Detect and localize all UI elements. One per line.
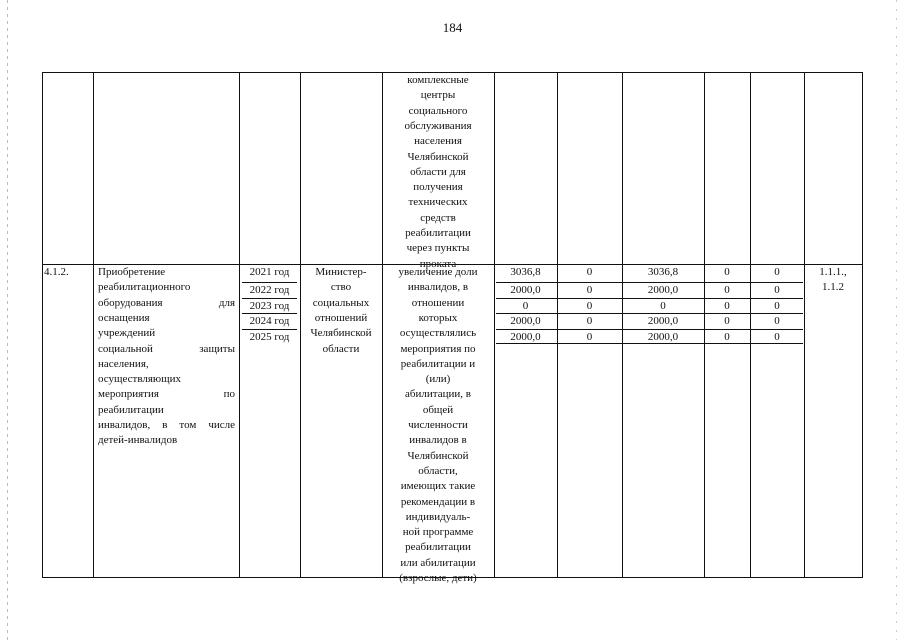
executor-line: ство: [330, 281, 352, 294]
continuation-indicator-line: области для: [410, 165, 466, 178]
executor-line: отношений: [314, 311, 368, 324]
finance-value: 0: [586, 284, 593, 296]
scan-edge-right: [896, 0, 897, 640]
finance-value: 0: [724, 300, 730, 312]
finance-value: 2000,0: [510, 284, 541, 296]
year-label: 2023 год: [249, 300, 290, 312]
continuation-indicator-line: обслуживания: [404, 119, 472, 132]
continuation-indicator-line: Челябинской: [407, 150, 469, 163]
item-name-line: реабилитации: [98, 403, 164, 416]
column-border: [382, 72, 383, 578]
item-name-line: населения,: [98, 357, 149, 370]
finance-value: 2000,0: [647, 284, 679, 296]
indicator-line: инвалидов, в: [407, 281, 469, 294]
indicator-line: которых: [418, 311, 458, 324]
column-border: [750, 72, 751, 578]
item-name-line: осуществляющих: [98, 373, 181, 386]
continuation-indicator-line: средств: [420, 211, 456, 224]
continuation-indicator-line: проката: [419, 257, 457, 270]
year-label: 2021 год: [249, 266, 290, 278]
executor-line: социальных: [312, 296, 370, 309]
column-border: [93, 72, 94, 578]
indicator-line: ной программе: [402, 526, 474, 539]
item-number: 4.1.2.: [44, 266, 69, 278]
item-name-line: социальной защиты: [98, 342, 235, 355]
indicator-line: инвалидов в: [409, 434, 467, 447]
column-border: [862, 72, 863, 578]
finance-value: 2000,0: [647, 331, 679, 343]
indicator-line: реабилитации и: [400, 357, 476, 370]
column-border: [804, 72, 805, 578]
link-reference: 1.1.1.,: [819, 266, 847, 278]
finance-value: 2000,0: [647, 315, 679, 327]
executor-line: Министер-: [315, 266, 367, 278]
finance-value: 0: [774, 266, 780, 278]
finance-value: 3036,8: [647, 266, 679, 278]
finance-row-separator: [496, 282, 803, 283]
indicator-line: общей: [422, 403, 454, 416]
executor-line: области: [322, 342, 360, 355]
year-separator: [242, 282, 297, 283]
continuation-indicator-line: центры: [420, 89, 456, 102]
column-border: [557, 72, 558, 578]
finance-value: 0: [774, 284, 780, 296]
indicator-line: мероприятия по: [400, 342, 476, 355]
scan-edge-left: [7, 0, 8, 640]
item-name-line: реабилитационного: [98, 281, 191, 294]
continuation-indicator-line: реабилитации: [405, 227, 471, 239]
finance-row-separator: [496, 298, 803, 299]
page-number: 184: [442, 20, 463, 35]
column-border: [622, 72, 623, 578]
continuation-indicator-line: социального: [408, 104, 468, 117]
finance-value: 0: [586, 266, 593, 278]
finance-value: 0: [724, 331, 730, 343]
column-border: [494, 72, 495, 578]
year-label: 2022 год: [249, 284, 290, 296]
item-name-line: детей-инвалидов: [98, 434, 178, 447]
year-label: 2025 год: [249, 331, 290, 343]
finance-value: 0: [724, 266, 730, 278]
column-border: [42, 72, 43, 578]
continuation-indicator-line: комплексные: [407, 74, 469, 86]
finance-value: 3036,8: [510, 266, 541, 278]
indicator-line: реабилитации: [405, 541, 471, 554]
item-name-line: оборудования для: [98, 296, 235, 309]
column-border: [239, 72, 240, 578]
column-border: [704, 72, 705, 578]
link-reference: 1.1.2: [822, 281, 844, 294]
finance-value: 0: [774, 300, 780, 312]
indicator-line: увеличение доли: [398, 266, 478, 278]
finance-value: 0: [774, 315, 780, 327]
indicator-line: Челябинской: [407, 449, 469, 462]
finance-value: 0: [660, 300, 666, 312]
finance-value: 0: [522, 300, 529, 312]
finance-value: 0: [724, 284, 730, 296]
item-name-line: инвалидов, в том числе: [98, 419, 235, 431]
indicator-line: отношении: [411, 296, 465, 309]
continuation-indicator-line: технических: [408, 196, 468, 209]
finance-row-separator: [496, 343, 803, 344]
year-separator: [242, 313, 297, 314]
finance-row-separator: [496, 329, 803, 330]
finance-row-separator: [496, 313, 803, 314]
item-name-line: оснащения: [98, 311, 150, 324]
item-name-line: учреждений: [98, 327, 156, 340]
indicator-line: осуществлялись: [399, 327, 477, 340]
indicator-line: численности: [408, 419, 468, 431]
finance-value: 2000,0: [510, 331, 541, 343]
indicator-line: или абилитации: [400, 556, 476, 569]
finance-value: 0: [586, 300, 593, 312]
continuation-indicator-line: через пункты: [406, 242, 470, 255]
finance-value: 0: [724, 315, 730, 327]
indicator-line: области,: [418, 464, 458, 477]
indicator-line: (взрослые, дети): [399, 572, 477, 584]
year-label: 2024 год: [249, 315, 290, 327]
executor-line: Челябинской: [310, 327, 372, 340]
item-name-line: мероприятия по: [98, 388, 235, 401]
continuation-indicator-line: населения: [414, 135, 462, 148]
year-separator: [242, 329, 297, 330]
item-name-line: Приобретение: [98, 266, 166, 278]
indicator-line: имеющих такие: [400, 480, 476, 493]
indicator-line: индивидуаль-: [405, 510, 471, 523]
continuation-indicator-line: получения: [413, 181, 463, 194]
indicator-line: рекомендации в: [400, 495, 476, 508]
finance-value: 2000,0: [510, 315, 541, 327]
indicator-line: (или): [425, 373, 451, 386]
finance-value: 0: [586, 331, 593, 343]
year-separator: [242, 298, 297, 299]
finance-value: 0: [774, 331, 780, 343]
indicator-line: абилитации, в: [405, 388, 471, 401]
finance-value: 0: [586, 315, 593, 327]
